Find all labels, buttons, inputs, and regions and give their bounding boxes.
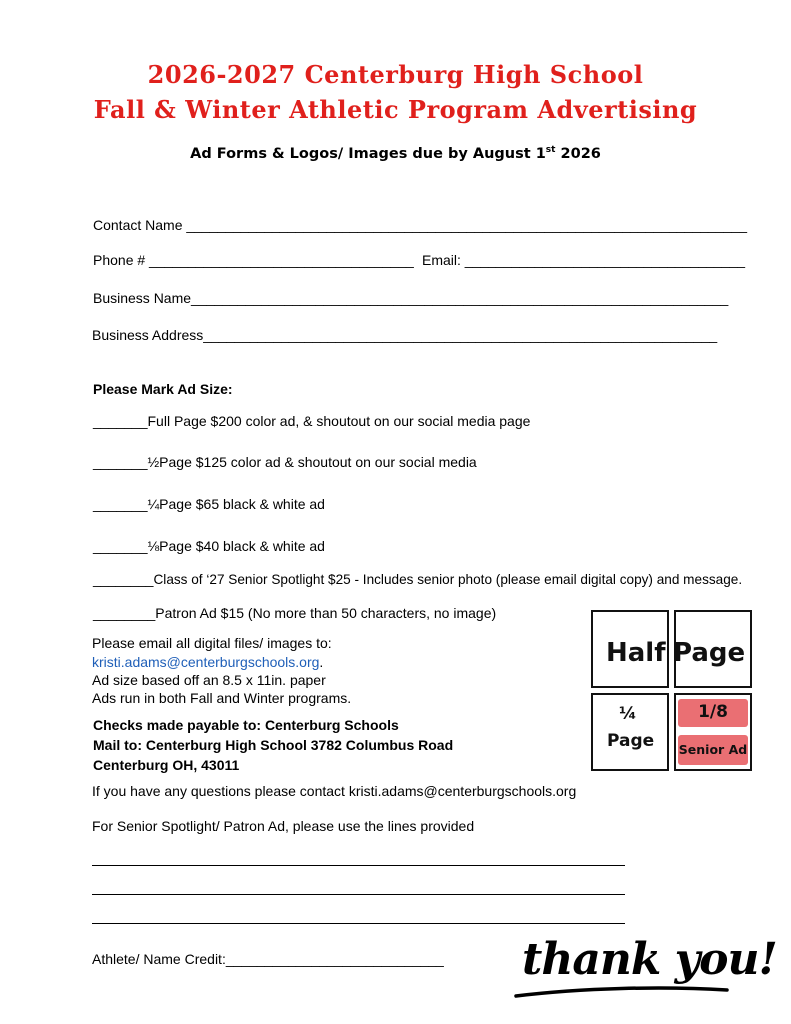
ad-option-full-page[interactable]: _______Full Page $200 color ad, & shoutout on our social media page [93, 413, 531, 429]
senior-ad-label: Senior Ad [678, 742, 748, 757]
thank-you-underline [512, 980, 732, 1004]
due-date-sup: st [545, 145, 556, 155]
due-date-prefix: Ad Forms & Logos/ Images due by August 1 [190, 145, 546, 162]
ad-option-patron[interactable]: ________Patron Ad $15 (No more than 50 characters, no image) [93, 605, 497, 621]
write-in-line-3[interactable] [92, 923, 625, 924]
write-in-line-1[interactable] [92, 865, 625, 866]
phone-field[interactable]: Phone # __________________________________ [93, 252, 414, 268]
quarter-page-label: Page [607, 731, 655, 751]
due-date-suffix: 2026 [555, 145, 601, 162]
business-name-field[interactable]: Business Name_____________________________________________________________________ [93, 290, 729, 306]
ad-option-half-page[interactable]: _______½Page $125 color ad & shoutout on our social media [93, 454, 477, 470]
ad-option-eighth-page[interactable]: _______⅛Page $40 black & white ad [93, 538, 325, 554]
thank-you-signoff: thank you! [522, 934, 777, 985]
quarter-label: ¼ [619, 704, 637, 724]
due-date-line [0, 145, 791, 162]
business-address-field[interactable]: Business Address__________________________________________________________________ [92, 327, 718, 343]
ad-option-senior-spotlight[interactable]: ________Class of ‘27 Senior Spotlight $25 - Includes senior photo (please email digital copy) and message. [93, 572, 743, 587]
ad-size-heading: Please Mark Ad Size: [93, 381, 233, 397]
spotlight-prompt: For Senior Spotlight/ Patron Ad, please use the lines provided [92, 818, 475, 834]
email-field[interactable]: Email: ____________________________________ [422, 252, 746, 268]
email-link[interactable]: kristi.adams@centerburgschools.org [92, 654, 320, 670]
ad-option-quarter-page[interactable]: _______¼Page $65 black & white ad [93, 496, 325, 512]
mail-to: Mail to: Centerburg High School 3782 Columbus Road [93, 737, 454, 753]
eighth-label: 1/8 [698, 702, 728, 722]
title-line-1: 2026-2027 Centerburg High School [147, 60, 644, 89]
email-period: . [319, 654, 324, 670]
athlete-credit-field[interactable]: Athlete/ Name Credit:____________________________ [92, 951, 444, 967]
ad-size-note: Ad size based off an 8.5 x 11in. paper [92, 672, 326, 688]
half-label: Half [606, 638, 666, 668]
mail-city: Centerburg OH, 43011 [93, 757, 240, 773]
checks-payable: Checks made payable to: Centerburg Schools [93, 717, 399, 733]
contact-name-field[interactable]: Contact Name ________________________________________________________________________ [93, 217, 747, 233]
questions-contact: If you have any questions please contact kristi.adams@centerburgschools.org [92, 783, 577, 799]
page-label: Page [673, 638, 746, 668]
email-address-line [92, 654, 323, 670]
ad-run-note: Ads run in both Fall and Winter programs. [92, 690, 352, 706]
write-in-line-2[interactable] [92, 894, 625, 895]
title-line-2: Fall & Winter Athletic Program Advertising [93, 95, 698, 124]
email-instruction: Please email all digital files/ images to: [92, 635, 332, 651]
